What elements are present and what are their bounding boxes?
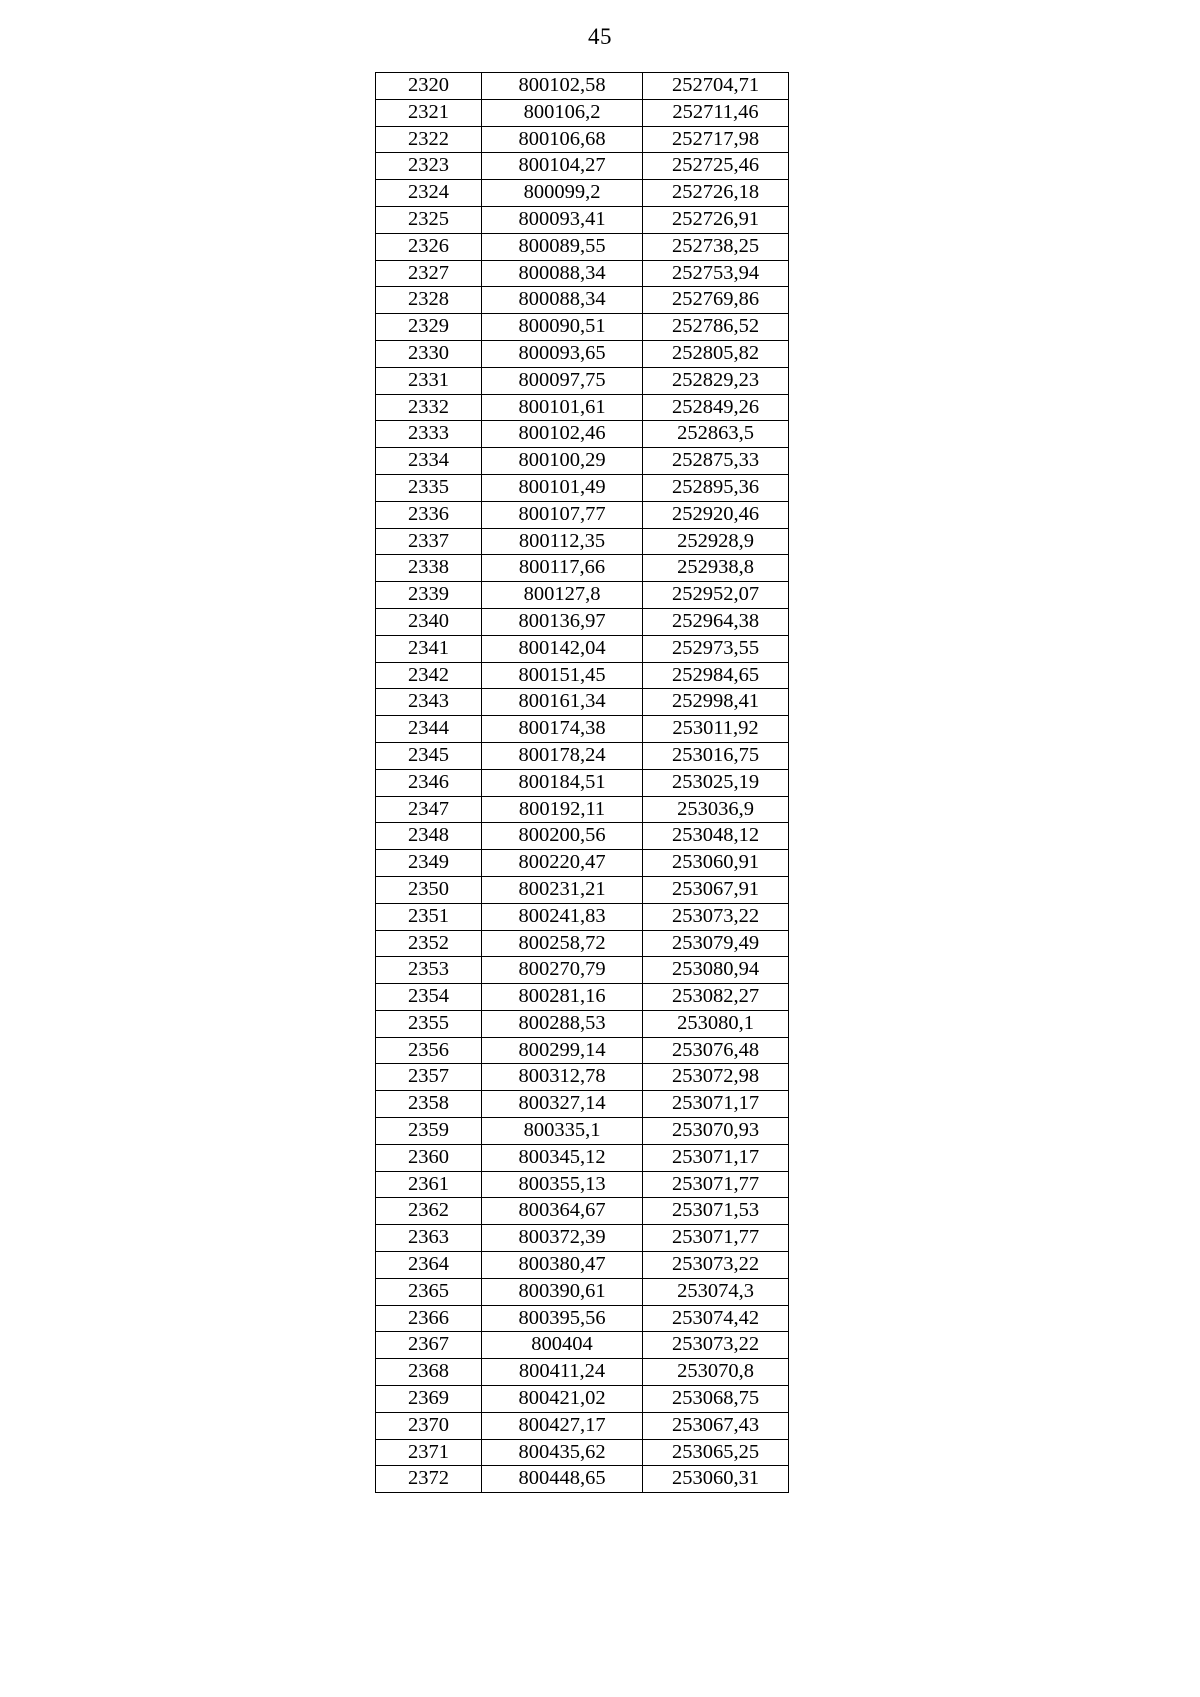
- table-row: [376, 635, 789, 662]
- table-cell-id: 2351: [376, 903, 482, 930]
- table-cell-y: 252875,33: [643, 448, 789, 475]
- table-row: [376, 528, 789, 555]
- table-cell-id: 2324: [376, 180, 482, 207]
- table-cell-y: 253074,42: [643, 1305, 789, 1332]
- table-cell-id: 2334: [376, 448, 482, 475]
- table-row: [376, 1386, 789, 1413]
- table-cell-y: 253073,22: [643, 1332, 789, 1359]
- table-cell-x: 800427,17: [482, 1412, 643, 1439]
- table-cell-y: 252717,98: [643, 126, 789, 153]
- coordinates-table: [375, 72, 789, 1493]
- table-cell-y: 252769,86: [643, 287, 789, 314]
- table-cell-id: 2342: [376, 662, 482, 689]
- table-row: [376, 1010, 789, 1037]
- table-cell-id: 2356: [376, 1037, 482, 1064]
- table-cell-y: 253071,53: [643, 1198, 789, 1225]
- table-row: [376, 260, 789, 287]
- table-row: [376, 876, 789, 903]
- table-cell-id: 2347: [376, 796, 482, 823]
- table-cell-id: 2340: [376, 608, 482, 635]
- table-row: [376, 1225, 789, 1252]
- table-cell-y: 252753,94: [643, 260, 789, 287]
- table-cell-y: 253071,17: [643, 1144, 789, 1171]
- table-cell-id: 2349: [376, 850, 482, 877]
- table-cell-x: 800117,66: [482, 555, 643, 582]
- table-cell-id: 2357: [376, 1064, 482, 1091]
- table-cell-y: 253080,94: [643, 957, 789, 984]
- table-cell-x: 800312,78: [482, 1064, 643, 1091]
- table-cell-id: 2339: [376, 582, 482, 609]
- table-cell-id: 2354: [376, 984, 482, 1011]
- table-row: [376, 1412, 789, 1439]
- table-cell-y: 252998,41: [643, 689, 789, 716]
- table-cell-id: 2346: [376, 769, 482, 796]
- table-cell-y: 253016,75: [643, 742, 789, 769]
- table-cell-x: 800089,55: [482, 233, 643, 260]
- table-cell-id: 2330: [376, 340, 482, 367]
- table-cell-x: 800161,34: [482, 689, 643, 716]
- table-row: [376, 340, 789, 367]
- table-row: [376, 930, 789, 957]
- table-cell-x: 800200,56: [482, 823, 643, 850]
- table-cell-y: 253048,12: [643, 823, 789, 850]
- table-row: [376, 1439, 789, 1466]
- table-cell-y: 252952,07: [643, 582, 789, 609]
- table-cell-x: 800192,11: [482, 796, 643, 823]
- table-cell-y: 253067,91: [643, 876, 789, 903]
- table-row: [376, 367, 789, 394]
- table-cell-id: 2372: [376, 1466, 482, 1493]
- table-row: [376, 206, 789, 233]
- table-row: [376, 233, 789, 260]
- table-cell-id: 2371: [376, 1439, 482, 1466]
- table-cell-y: 252786,52: [643, 314, 789, 341]
- table-row: [376, 689, 789, 716]
- table-row: [376, 1252, 789, 1279]
- table-row: [376, 287, 789, 314]
- table-cell-y: 253068,75: [643, 1386, 789, 1413]
- table-cell-x: 800112,35: [482, 528, 643, 555]
- table-cell-y: 252938,8: [643, 555, 789, 582]
- table-cell-x: 800127,8: [482, 582, 643, 609]
- table-row: [376, 957, 789, 984]
- table-row: [376, 153, 789, 180]
- table-row: [376, 1198, 789, 1225]
- table-cell-y: 253070,8: [643, 1359, 789, 1386]
- table-row: [376, 1466, 789, 1493]
- table-cell-y: 253067,43: [643, 1412, 789, 1439]
- table-cell-id: 2363: [376, 1225, 482, 1252]
- table-body: [376, 73, 789, 1493]
- table-cell-x: 800241,83: [482, 903, 643, 930]
- table-cell-y: 253025,19: [643, 769, 789, 796]
- table-row: [376, 1278, 789, 1305]
- table-cell-id: 2368: [376, 1359, 482, 1386]
- table-cell-x: 800327,14: [482, 1091, 643, 1118]
- table-cell-x: 800178,24: [482, 742, 643, 769]
- table-row: [376, 99, 789, 126]
- table-cell-x: 800107,77: [482, 501, 643, 528]
- table-cell-x: 800102,58: [482, 73, 643, 100]
- table-row: [376, 796, 789, 823]
- table-cell-y: 252704,71: [643, 73, 789, 100]
- table-cell-x: 800151,45: [482, 662, 643, 689]
- table-row: [376, 608, 789, 635]
- table-cell-x: 800093,65: [482, 340, 643, 367]
- table-cell-y: 253072,98: [643, 1064, 789, 1091]
- table-cell-y: 253073,22: [643, 903, 789, 930]
- table-cell-id: 2355: [376, 1010, 482, 1037]
- table-cell-x: 800088,34: [482, 260, 643, 287]
- table-cell-y: 253060,31: [643, 1466, 789, 1493]
- table-cell-x: 800101,49: [482, 474, 643, 501]
- table-cell-x: 800106,2: [482, 99, 643, 126]
- table-row: [376, 742, 789, 769]
- table-cell-x: 800411,24: [482, 1359, 643, 1386]
- table-cell-id: 2320: [376, 73, 482, 100]
- table-cell-id: 2344: [376, 716, 482, 743]
- table-cell-y: 253071,17: [643, 1091, 789, 1118]
- table-cell-id: 2360: [376, 1144, 482, 1171]
- page-number: 45: [588, 24, 612, 49]
- table-cell-x: 800099,2: [482, 180, 643, 207]
- table-row: [376, 1144, 789, 1171]
- table-cell-y: 252738,25: [643, 233, 789, 260]
- table-cell-y: 253070,93: [643, 1118, 789, 1145]
- table-row: [376, 1305, 789, 1332]
- table-cell-x: 800104,27: [482, 153, 643, 180]
- table-cell-y: 252920,46: [643, 501, 789, 528]
- table-cell-y: 253082,27: [643, 984, 789, 1011]
- table-cell-y: 253076,48: [643, 1037, 789, 1064]
- table-cell-x: 800404: [482, 1332, 643, 1359]
- table-cell-id: 2329: [376, 314, 482, 341]
- table-row: [376, 823, 789, 850]
- table-cell-y: 252973,55: [643, 635, 789, 662]
- table-cell-x: 800090,51: [482, 314, 643, 341]
- table-cell-y: 252928,9: [643, 528, 789, 555]
- table-cell-id: 2323: [376, 153, 482, 180]
- table-cell-y: 252805,82: [643, 340, 789, 367]
- table-cell-id: 2332: [376, 394, 482, 421]
- table-cell-x: 800395,56: [482, 1305, 643, 1332]
- table-cell-x: 800088,34: [482, 287, 643, 314]
- table-row: [376, 394, 789, 421]
- table-cell-id: 2369: [376, 1386, 482, 1413]
- table-cell-x: 800335,1: [482, 1118, 643, 1145]
- table-cell-x: 800106,68: [482, 126, 643, 153]
- table-cell-x: 800270,79: [482, 957, 643, 984]
- table-cell-id: 2359: [376, 1118, 482, 1145]
- table-row: [376, 903, 789, 930]
- table-cell-id: 2327: [376, 260, 482, 287]
- table-cell-y: 252849,26: [643, 394, 789, 421]
- table-cell-id: 2365: [376, 1278, 482, 1305]
- table-cell-y: 253073,22: [643, 1252, 789, 1279]
- table-cell-id: 2343: [376, 689, 482, 716]
- table-cell-x: 800435,62: [482, 1439, 643, 1466]
- table-row: [376, 448, 789, 475]
- table-cell-id: 2328: [376, 287, 482, 314]
- table-cell-y: 253011,92: [643, 716, 789, 743]
- table-cell-y: 252895,36: [643, 474, 789, 501]
- table-cell-y: 252863,5: [643, 421, 789, 448]
- table-row: [376, 1171, 789, 1198]
- table-row: [376, 474, 789, 501]
- table-row: [376, 73, 789, 100]
- table-cell-x: 800421,02: [482, 1386, 643, 1413]
- table-cell-y: 252711,46: [643, 99, 789, 126]
- table-row: [376, 1118, 789, 1145]
- table-cell-id: 2331: [376, 367, 482, 394]
- table-cell-x: 800355,13: [482, 1171, 643, 1198]
- table-cell-id: 2336: [376, 501, 482, 528]
- table-cell-id: 2364: [376, 1252, 482, 1279]
- table-row: [376, 180, 789, 207]
- table-cell-id: 2348: [376, 823, 482, 850]
- table-cell-x: 800097,75: [482, 367, 643, 394]
- table-cell-id: 2321: [376, 99, 482, 126]
- table-cell-id: 2370: [376, 1412, 482, 1439]
- table-row: [376, 850, 789, 877]
- table-row: [376, 1091, 789, 1118]
- table-cell-id: 2338: [376, 555, 482, 582]
- table-cell-id: 2367: [376, 1332, 482, 1359]
- table-cell-x: 800184,51: [482, 769, 643, 796]
- table-row: [376, 501, 789, 528]
- table-row: [376, 126, 789, 153]
- table-cell-id: 2362: [376, 1198, 482, 1225]
- table-row: [376, 984, 789, 1011]
- table-cell-id: 2335: [376, 474, 482, 501]
- table-cell-y: 253036,9: [643, 796, 789, 823]
- table-row: [376, 1037, 789, 1064]
- table-row: [376, 1064, 789, 1091]
- table-cell-id: 2361: [376, 1171, 482, 1198]
- table-row: [376, 314, 789, 341]
- table-cell-id: 2345: [376, 742, 482, 769]
- table-cell-x: 800220,47: [482, 850, 643, 877]
- table-cell-x: 800093,41: [482, 206, 643, 233]
- table-cell-y: 253074,3: [643, 1278, 789, 1305]
- table-cell-x: 800299,14: [482, 1037, 643, 1064]
- table-cell-y: 253080,1: [643, 1010, 789, 1037]
- table-cell-y: 253071,77: [643, 1225, 789, 1252]
- table-row: [376, 716, 789, 743]
- table-row: [376, 555, 789, 582]
- table-row: [376, 662, 789, 689]
- table-cell-x: 800448,65: [482, 1466, 643, 1493]
- table-cell-id: 2341: [376, 635, 482, 662]
- table-cell-y: 253071,77: [643, 1171, 789, 1198]
- table-cell-x: 800258,72: [482, 930, 643, 957]
- table-cell-y: 252829,23: [643, 367, 789, 394]
- table-cell-id: 2352: [376, 930, 482, 957]
- table-cell-x: 800390,61: [482, 1278, 643, 1305]
- table-cell-x: 800281,16: [482, 984, 643, 1011]
- table-cell-x: 800100,29: [482, 448, 643, 475]
- table-cell-x: 800345,12: [482, 1144, 643, 1171]
- table-cell-y: 252726,91: [643, 206, 789, 233]
- table-cell-x: 800380,47: [482, 1252, 643, 1279]
- table-cell-y: 252725,46: [643, 153, 789, 180]
- table-cell-id: 2358: [376, 1091, 482, 1118]
- table-cell-x: 800142,04: [482, 635, 643, 662]
- table-cell-x: 800101,61: [482, 394, 643, 421]
- table-cell-id: 2337: [376, 528, 482, 555]
- table-cell-y: 253065,25: [643, 1439, 789, 1466]
- table-cell-y: 253079,49: [643, 930, 789, 957]
- table-row: [376, 582, 789, 609]
- table-row: [376, 421, 789, 448]
- table-cell-y: 252726,18: [643, 180, 789, 207]
- table-cell-x: 800136,97: [482, 608, 643, 635]
- table-row: [376, 1332, 789, 1359]
- table-cell-id: 2353: [376, 957, 482, 984]
- table-cell-id: 2326: [376, 233, 482, 260]
- table-cell-id: 2325: [376, 206, 482, 233]
- table-cell-id: 2350: [376, 876, 482, 903]
- table-cell-x: 800372,39: [482, 1225, 643, 1252]
- table-cell-y: 253060,91: [643, 850, 789, 877]
- coordinates-table-container: [375, 72, 785, 1493]
- table-cell-id: 2333: [376, 421, 482, 448]
- table-row: [376, 769, 789, 796]
- table-cell-id: 2322: [376, 126, 482, 153]
- table-cell-id: 2366: [376, 1305, 482, 1332]
- table-cell-x: 800231,21: [482, 876, 643, 903]
- table-row: [376, 1359, 789, 1386]
- table-cell-y: 252964,38: [643, 608, 789, 635]
- table-cell-x: 800102,46: [482, 421, 643, 448]
- table-cell-x: 800174,38: [482, 716, 643, 743]
- table-cell-y: 252984,65: [643, 662, 789, 689]
- table-cell-x: 800288,53: [482, 1010, 643, 1037]
- table-cell-x: 800364,67: [482, 1198, 643, 1225]
